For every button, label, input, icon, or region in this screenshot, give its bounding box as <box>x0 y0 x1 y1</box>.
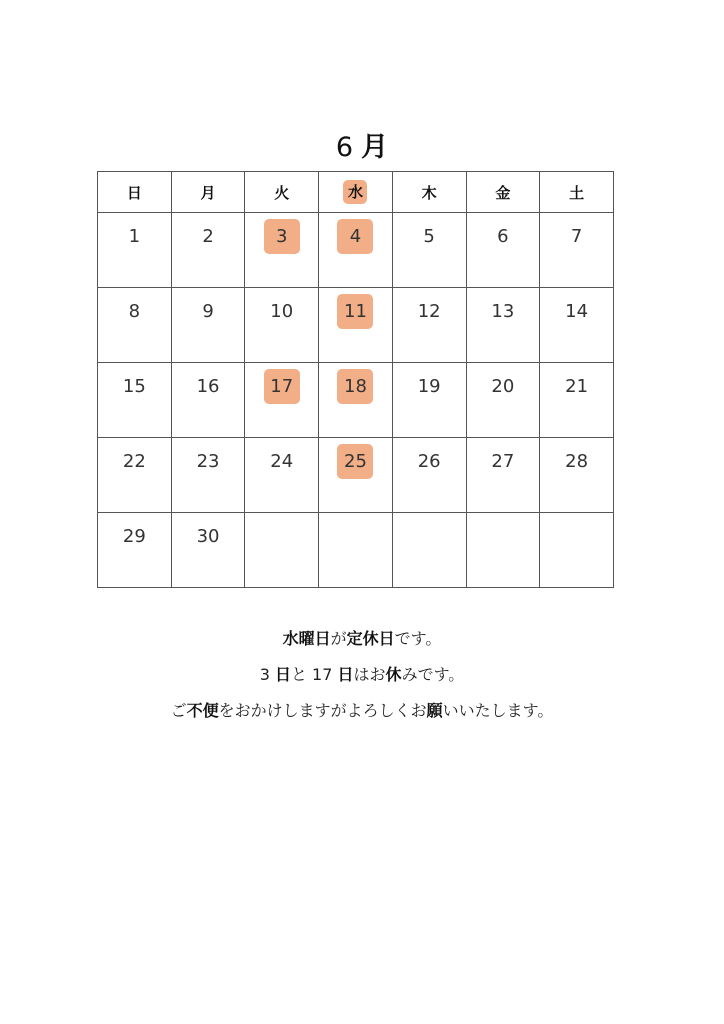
day-number: 2 <box>202 226 214 247</box>
day-cell <box>540 288 614 363</box>
day-cell <box>319 438 393 513</box>
calendar-grid <box>97 171 614 588</box>
day-number: 19 <box>417 376 441 397</box>
closed-day-number: 25 <box>337 444 373 479</box>
emphasis-text: 日 <box>274 665 291 684</box>
day-cell <box>466 288 540 363</box>
day-number: 16 <box>196 376 220 397</box>
day-number: 14 <box>565 301 589 322</box>
day-number: 13 <box>491 301 515 322</box>
empty-day-cell <box>540 513 614 588</box>
notice-text-segment: をおかけしますがよろしくお <box>218 701 427 720</box>
day-number: 10 <box>270 301 294 322</box>
day-cell <box>245 438 319 513</box>
weekday-label: 月 <box>200 183 216 202</box>
notice-text-segment: みです。 <box>401 665 465 684</box>
notice-line-1 <box>0 628 724 650</box>
emphasis-text: 不便 <box>186 701 219 720</box>
day-cell <box>245 213 319 288</box>
day-cell <box>540 438 614 513</box>
weekday-label: 木 <box>421 183 437 202</box>
day-number: 12 <box>417 301 441 322</box>
notice-line-2 <box>0 664 724 686</box>
day-number: 26 <box>417 451 441 472</box>
empty-day-cell <box>319 513 393 588</box>
notice-text-segment: です。 <box>394 629 442 648</box>
empty-day-cell <box>392 513 466 588</box>
day-cell <box>98 363 172 438</box>
week-row <box>98 213 614 288</box>
weekday-label: 火 <box>274 183 290 202</box>
week-row <box>98 363 614 438</box>
emphasis-text: 休 <box>385 665 402 684</box>
day-cell <box>540 363 614 438</box>
closed-day-number: 11 <box>337 294 373 329</box>
day-number: 9 <box>202 301 214 322</box>
weekday-label: 土 <box>569 183 585 202</box>
day-cell <box>98 513 172 588</box>
weekday-label: 日 <box>126 183 142 202</box>
weekday-header <box>466 172 540 213</box>
day-cell <box>319 288 393 363</box>
day-number: 1 <box>128 226 141 247</box>
closed-day-number: 17 <box>264 369 300 404</box>
notice-text-segment: 3 <box>259 665 275 684</box>
day-cell <box>98 288 172 363</box>
closed-day-number: 4 <box>337 219 373 254</box>
day-cell <box>319 363 393 438</box>
day-number: 8 <box>128 301 141 322</box>
emphasis-text: 願 <box>426 701 443 720</box>
notice-text-segment: ご <box>170 701 187 720</box>
weekday-header-row <box>98 172 614 213</box>
day-number: 5 <box>423 226 435 247</box>
day-cell <box>171 513 245 588</box>
week-row <box>98 438 614 513</box>
emphasis-text: 日 <box>337 665 354 684</box>
weekday-header <box>245 172 319 213</box>
week-row <box>98 288 614 363</box>
day-cell <box>98 438 172 513</box>
day-number: 30 <box>196 526 220 547</box>
day-cell <box>392 438 466 513</box>
closed-day-number: 3 <box>264 219 300 254</box>
month-kanji: 月 <box>361 132 389 163</box>
emphasis-text: 水曜日 <box>282 629 331 648</box>
day-number: 21 <box>565 376 589 397</box>
day-number: 7 <box>570 226 583 247</box>
emphasis-text: 定休日 <box>346 629 395 648</box>
notice-text-segment: いいたします。 <box>442 701 554 720</box>
week-row <box>98 513 614 588</box>
day-cell <box>319 213 393 288</box>
day-number: 28 <box>565 451 589 472</box>
notice-line-3 <box>0 700 724 722</box>
month-number: 6 <box>335 132 354 163</box>
empty-day-cell <box>466 513 540 588</box>
weekday-header <box>171 172 245 213</box>
day-number: 24 <box>270 451 294 472</box>
weekday-header <box>98 172 172 213</box>
weekday-label: 金 <box>495 183 511 202</box>
month-title <box>0 128 724 168</box>
notice-text-segment: はお <box>353 665 386 684</box>
day-number: 27 <box>491 451 515 472</box>
calendar-body <box>98 213 614 588</box>
day-cell <box>171 288 245 363</box>
notice-text-segment: が <box>330 629 347 648</box>
day-cell <box>466 438 540 513</box>
weekday-header <box>392 172 466 213</box>
day-cell <box>540 213 614 288</box>
day-cell <box>392 213 466 288</box>
day-number: 29 <box>122 526 146 547</box>
notice-text <box>0 628 724 736</box>
weekday-label: 水 <box>343 180 367 204</box>
day-cell <box>98 213 172 288</box>
notice-text-segment: と 17 <box>290 665 338 684</box>
empty-day-cell <box>245 513 319 588</box>
day-cell <box>466 363 540 438</box>
day-cell <box>245 363 319 438</box>
day-cell <box>171 363 245 438</box>
day-cell <box>392 288 466 363</box>
day-number: 15 <box>122 376 146 397</box>
day-cell <box>466 213 540 288</box>
day-cell <box>392 363 466 438</box>
day-number: 23 <box>196 451 220 472</box>
day-cell <box>245 288 319 363</box>
closed-day-number: 18 <box>337 369 373 404</box>
day-number: 20 <box>491 376 515 397</box>
day-cell <box>171 438 245 513</box>
day-number: 22 <box>122 451 146 472</box>
weekday-header <box>540 172 614 213</box>
day-number: 6 <box>497 226 509 247</box>
day-cell <box>171 213 245 288</box>
weekday-header <box>319 172 393 213</box>
